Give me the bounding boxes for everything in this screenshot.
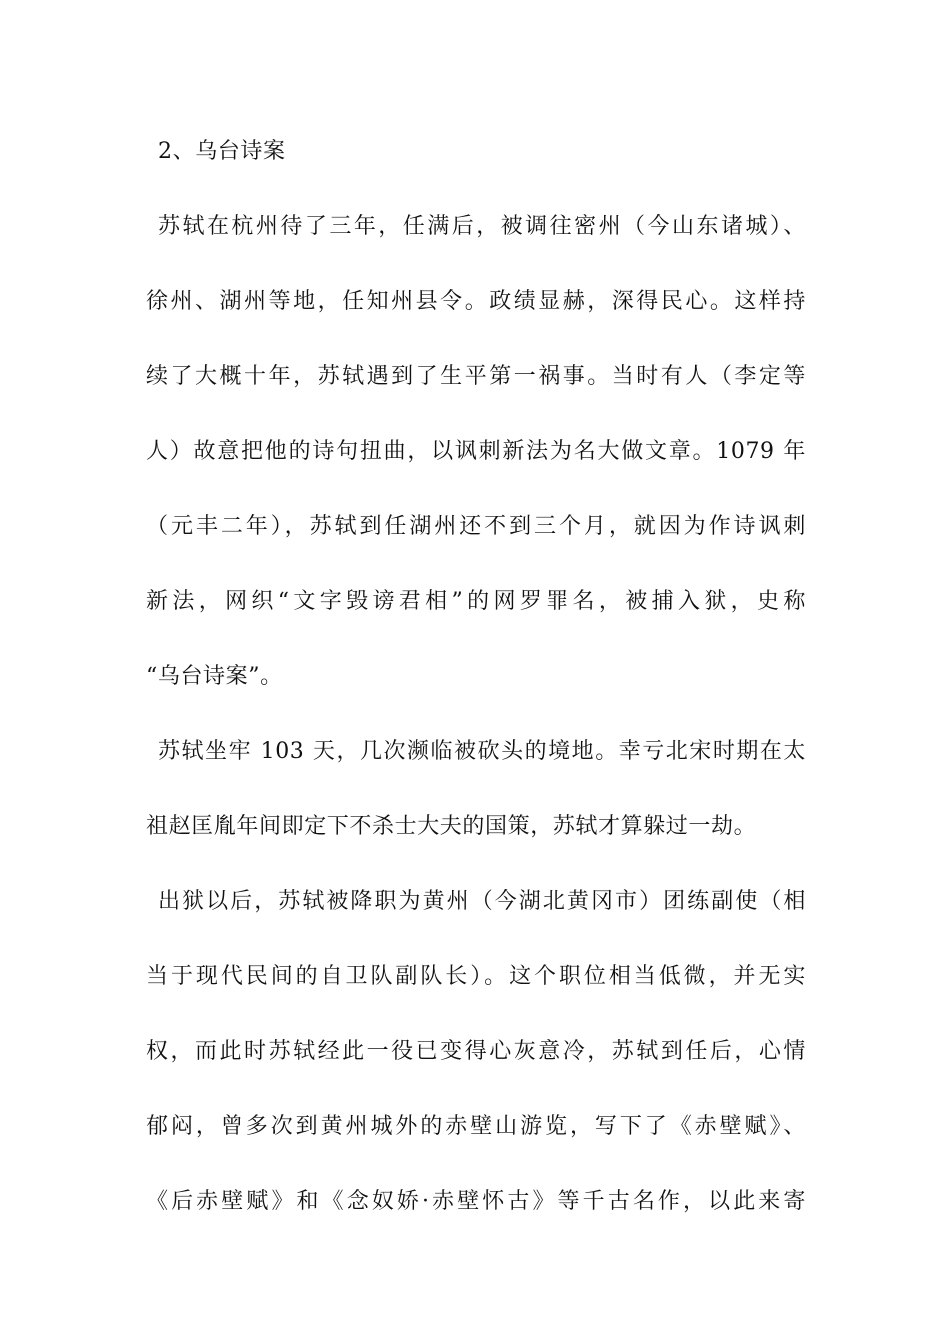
paragraph-line: 苏轼坐牢 103 天，几次濒临被砍头的境地。幸亏北宋时期在太	[158, 739, 806, 764]
section-heading: 2、乌台诗案	[158, 139, 286, 164]
paragraph-line: 祖赵匡胤年间即定下不杀士大夫的国策，苏轼才算躲过一劫。	[146, 814, 757, 839]
paragraph-line: 徐州、湖州等地，任知州县令。政绩显赫，深得民心。这样持	[146, 289, 806, 314]
paragraph-line: 人）故意把他的诗句扭曲，以讽刺新法为名大做文章。1079 年	[146, 439, 806, 464]
paragraph-line: 权，而此时苏轼经此一役已变得心灰意冷，苏轼到任后，心情	[146, 1039, 806, 1064]
paragraph-line: 出狱以后，苏轼被降职为黄州（今湖北黄冈市）团练副使（相	[158, 889, 806, 914]
paragraph-line: 续了大概十年，苏轼遇到了生平第一祸事。当时有人（李定等	[146, 364, 806, 389]
paragraph-line: 郁闷，曾多次到黄州城外的赤壁山游览，写下了《赤壁赋》、	[146, 1114, 806, 1139]
paragraph-line: “乌台诗案”。	[146, 664, 283, 689]
paragraph-line: （元丰二年），苏轼到任湖州还不到三个月，就因为作诗讽刺	[146, 514, 806, 539]
paragraph-line: 《后赤壁赋》和《念奴娇·赤壁怀古》等千古名作，以此来寄	[146, 1189, 806, 1214]
paragraph-line: 当于现代民间的自卫队副队长）。这个职位相当低微，并无实	[146, 964, 806, 989]
paragraph-line: 苏轼在杭州待了三年，任满后，被调往密州（今山东诸城）、	[158, 214, 806, 239]
paragraph-line: 新法，网织“文字毁谤君相”的网罗罪名，被捕入狱，史称	[146, 589, 806, 614]
